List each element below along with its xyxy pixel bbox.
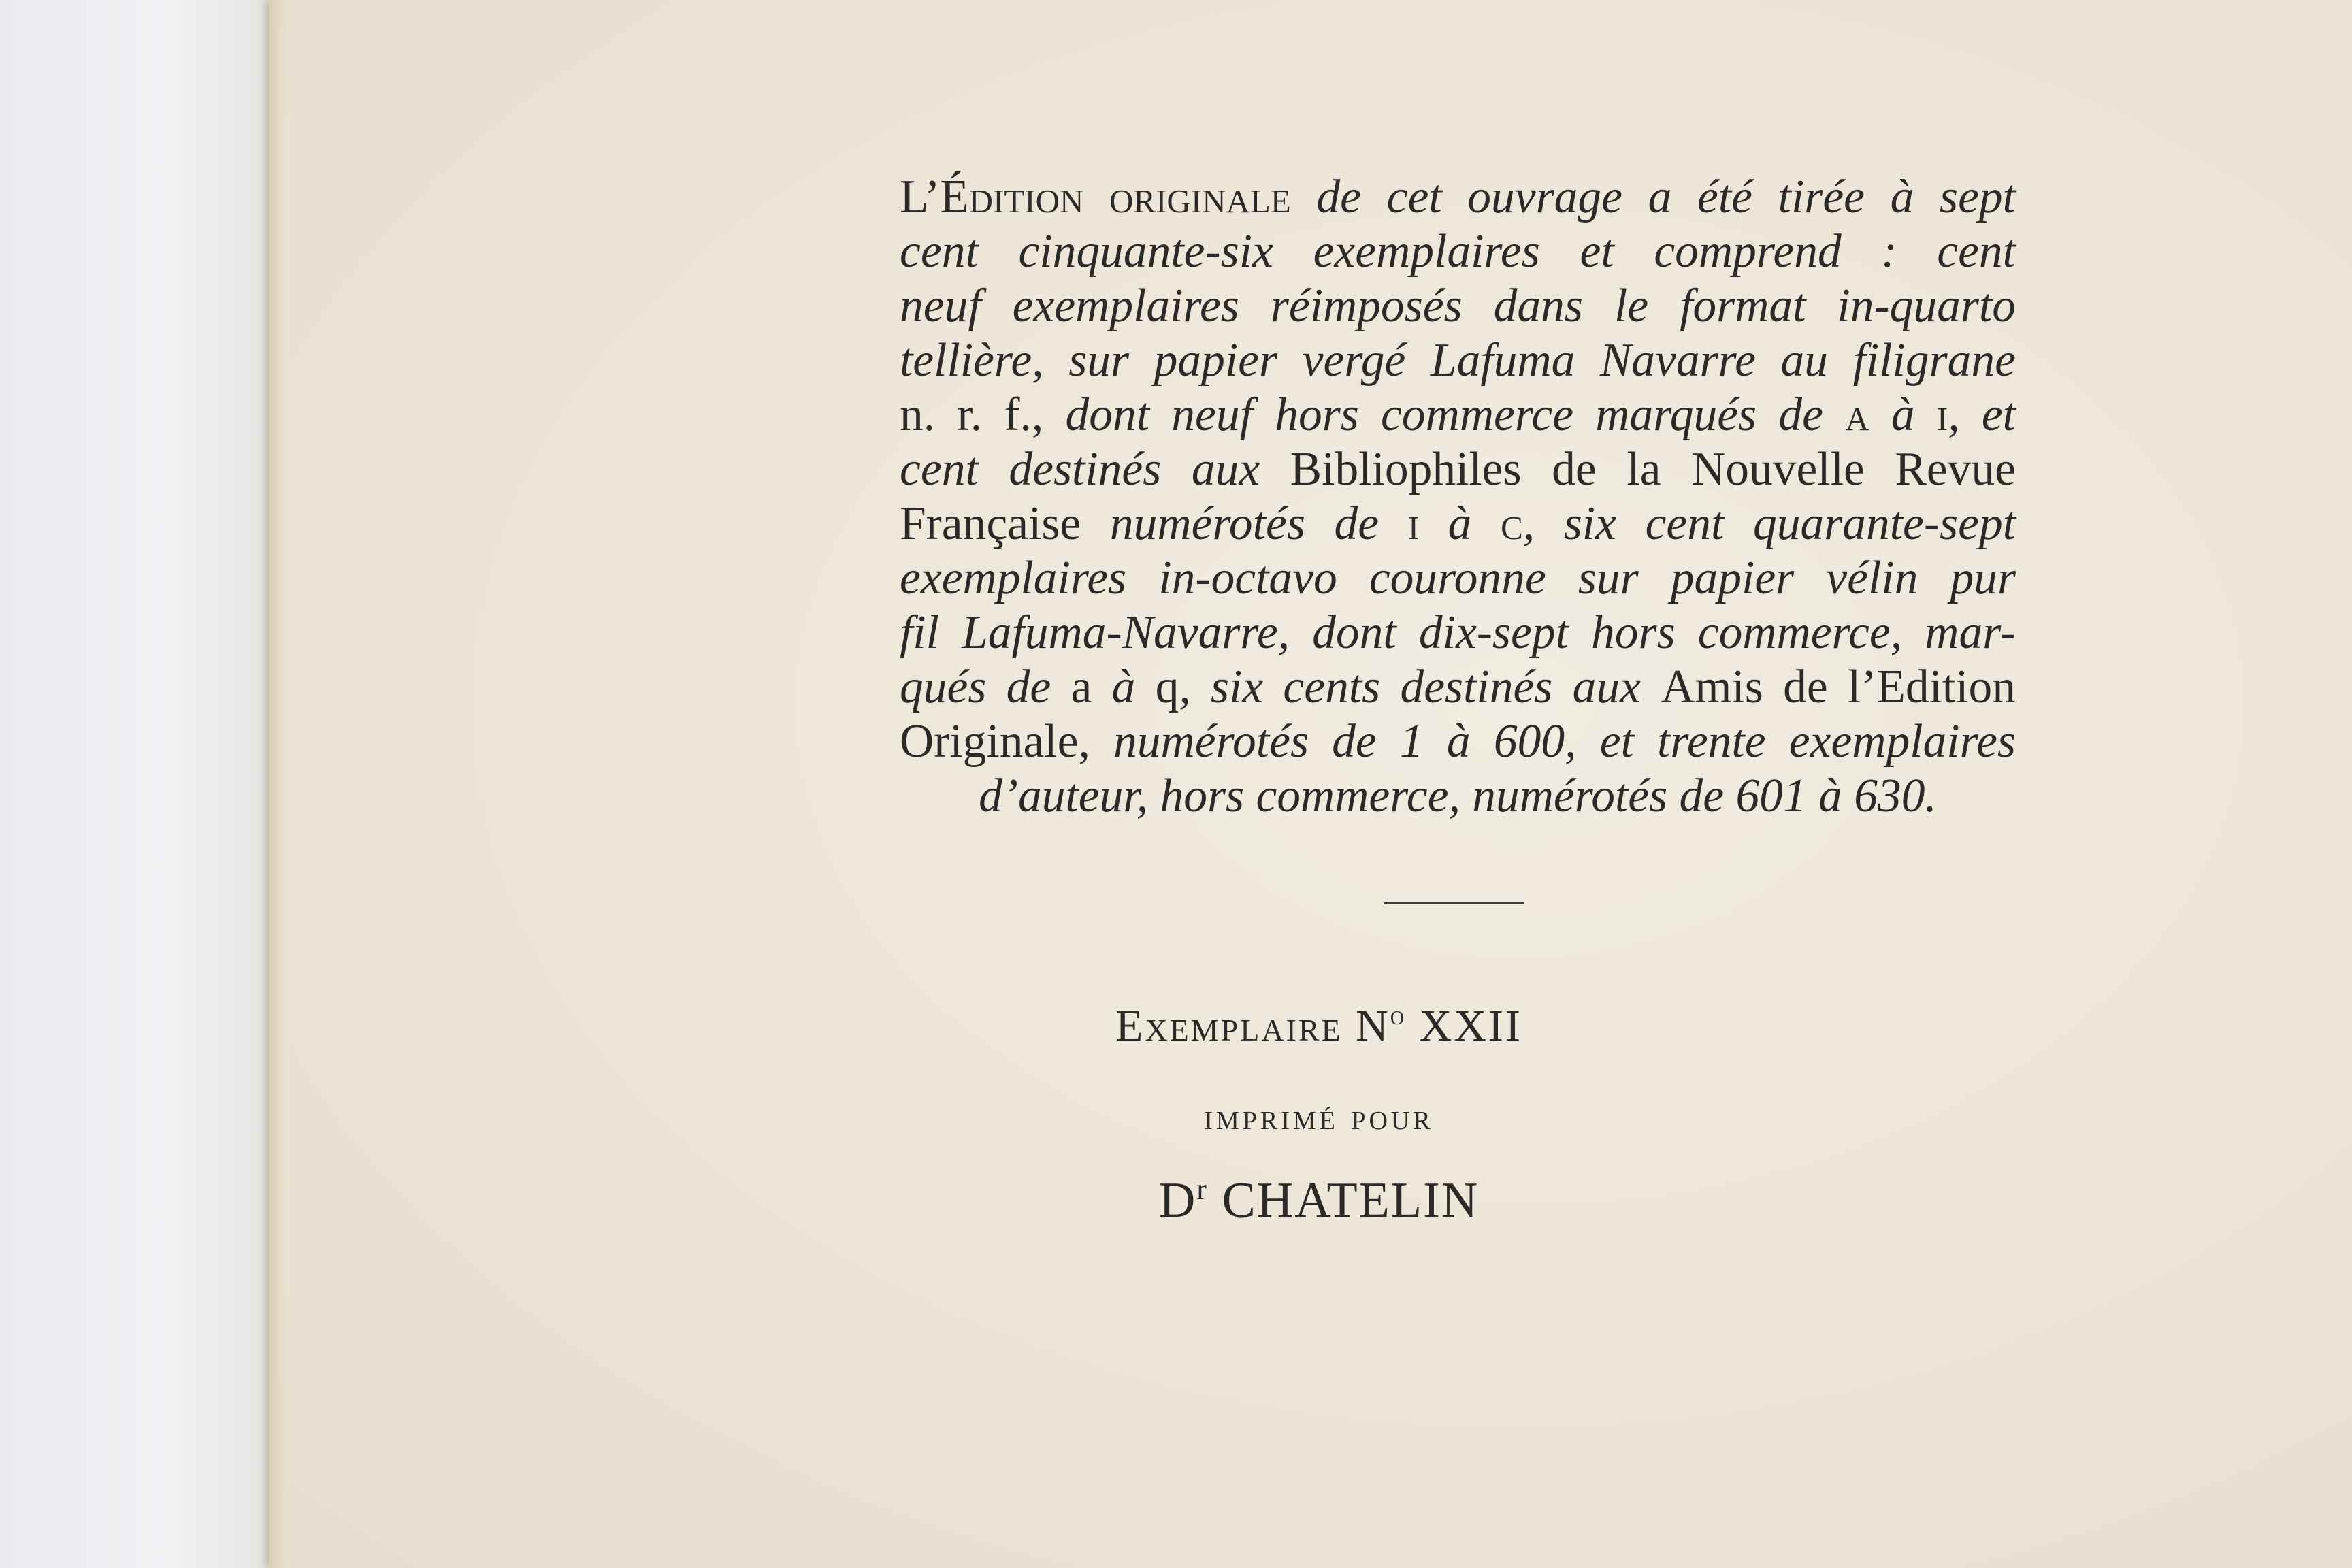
colophon-text-run: qués de: [900, 661, 1071, 713]
colophon-line: [900, 442, 2016, 497]
separator-rule: [1384, 902, 1524, 904]
copy-number-line: [0, 999, 2352, 1052]
copy-label: Exemplaire: [1115, 1001, 1343, 1051]
colophon-text-run: i: [1407, 497, 1420, 550]
colophon-text-run: q: [1155, 661, 1179, 713]
colophon-text-run: à: [1092, 661, 1156, 713]
colophon-text-run: , six cents destinés aux: [1179, 661, 1661, 713]
printed-for-text: imprimé pour: [1204, 1096, 1434, 1137]
colophon-line: [900, 769, 2016, 823]
colophon-text-run: dont neuf hors commerce marqués de: [1065, 389, 1846, 441]
owner-prefix: D: [1158, 1173, 1197, 1228]
colophon-line: [900, 660, 2016, 715]
colophon-text-run: c: [1501, 497, 1523, 550]
colophon-text-run: a: [1071, 661, 1092, 713]
colophon-text-run: tellière, sur papier vergé Lafuma Navarre au filigrane: [900, 334, 2016, 387]
colophon-text-run: de cet ouvrage a été tirée à sept: [1290, 171, 2016, 223]
colophon-text-run: , six cent quarante-sept: [1522, 497, 2016, 550]
colophon-line: [900, 225, 2016, 279]
page-deckle-edge: [269, 0, 287, 1568]
colophon-line: [900, 279, 2016, 333]
colophon-line: [900, 333, 2016, 388]
colophon-text-run: à: [1419, 497, 1501, 550]
copy-number: XXII: [1419, 1001, 1522, 1051]
colophon-text-run: a: [1845, 389, 1869, 441]
colophon-text-run: n. r. f.,: [900, 389, 1066, 441]
colophon-line: [900, 606, 2016, 660]
number-superscript: o: [1390, 1000, 1407, 1030]
colophon-text-run: Amis de l’Edition: [1661, 661, 2016, 713]
colophon-paragraph: [900, 170, 2016, 823]
colophon-line: [900, 388, 2016, 442]
owner-superscript: r: [1196, 1173, 1208, 1206]
number-prefix: N: [1356, 1001, 1390, 1051]
colophon-text-run: i: [1936, 389, 1948, 441]
colophon-text-run: numérotés de: [1109, 497, 1408, 550]
colophon-text-run: Originale,: [900, 715, 1114, 768]
colophon-text-run: à: [1869, 389, 1937, 441]
colophon-text-run: Française: [900, 497, 1110, 550]
colophon-text-run: Bibliophiles de la Nouvelle Revue: [1290, 443, 2016, 495]
owner-line: [0, 1172, 2352, 1230]
colophon-line: [900, 170, 2016, 225]
colophon-text-run: L’Édition originale: [900, 171, 1291, 223]
colophon-line: [900, 715, 2016, 769]
colophon-text-run: neuf exemplaires réimposés dans le format in-quarto: [900, 280, 2016, 332]
colophon-text-run: fil Lafuma-Navarre, dont dix-sept hors commerce, mar-: [900, 606, 2016, 659]
printed-for-line: [0, 1096, 2352, 1138]
colophon-line: [900, 497, 2016, 551]
owner-name: CHATELIN: [1222, 1173, 1480, 1228]
colophon-text-run: cent cinquante-six exemplaires et comprend : cent: [900, 225, 2016, 278]
colophon-text-run: , et: [1948, 389, 2016, 441]
colophon-line: [900, 551, 2016, 606]
colophon-text-run: exemplaires in-octavo couronne sur papier vélin pur: [900, 552, 2016, 604]
background-surface: [0, 0, 286, 1568]
colophon-text-run: cent destinés aux: [900, 443, 1290, 495]
colophon-text-run: numérotés de 1 à 600, et trente exemplaires: [1113, 715, 2016, 768]
colophon-text-run: d’auteur, hors commerce, numérotés de 601 à 630.: [979, 770, 1937, 822]
